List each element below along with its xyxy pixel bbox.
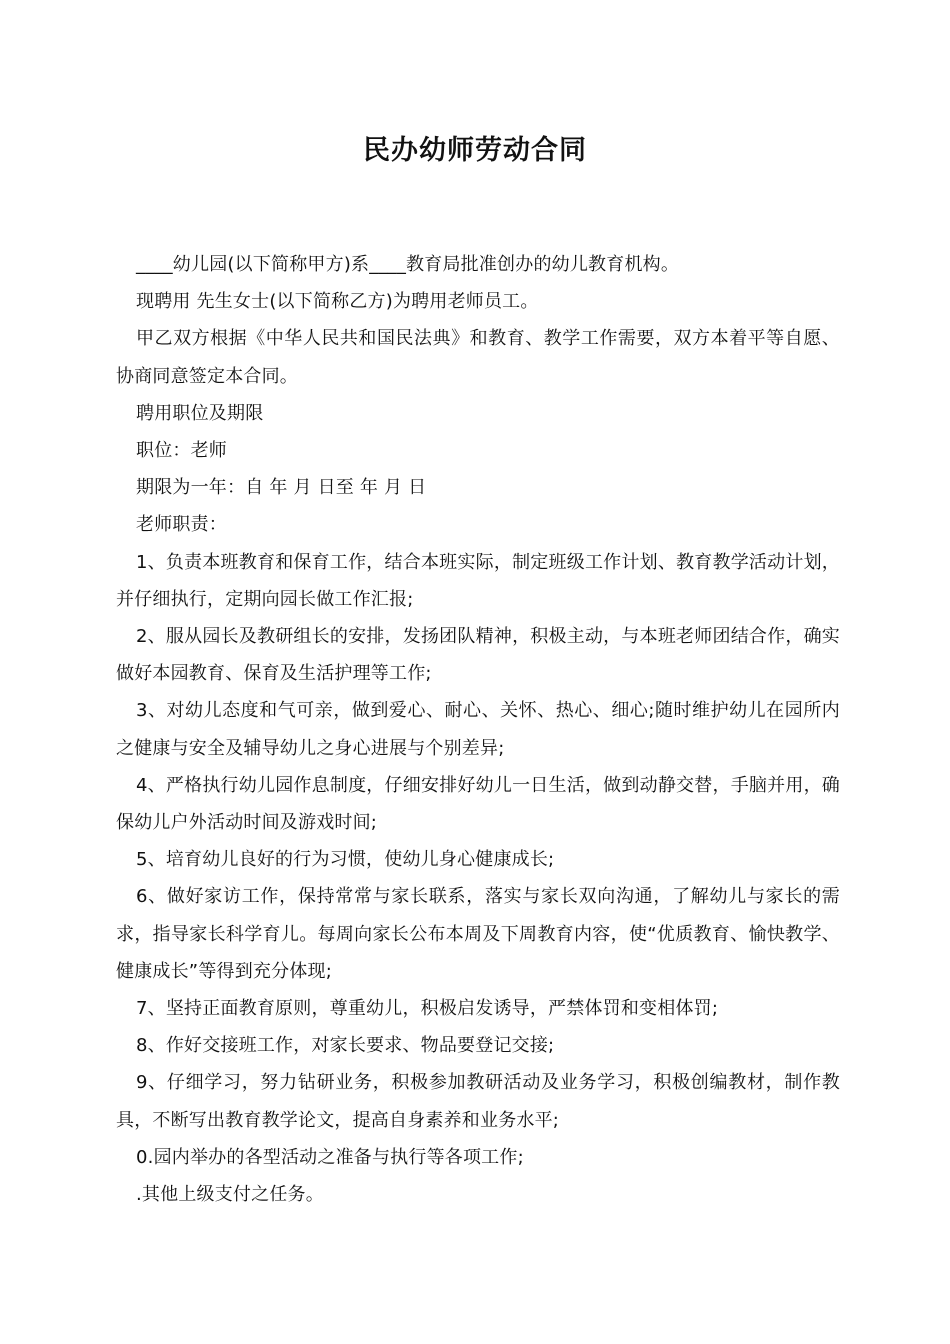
document-body — [116, 246, 840, 1213]
paragraph-position: 职位：老师 — [136, 440, 227, 462]
section-heading-duties: 老师职责： — [136, 514, 227, 536]
duty-item: 2、服从园长及教研组长的安排，发扬团队精神，积极主动，与本班老师团结合作，确实做好本园教育、保育及生活护理等工作; — [116, 626, 840, 685]
paragraph-intro-kindergarten: ____幼儿园(以下简称甲方)系____教育局批准创办的幼儿教育机构。 — [136, 254, 680, 275]
duty-item: 3、对幼儿态度和气可亲，做到爱心、耐心、关怀、热心、细心;随时维护幼儿在园所内之健康与安全及辅导幼儿之身心进展与个别差异; — [116, 700, 840, 759]
duty-item: .其他上级支付之任务。 — [136, 1184, 324, 1206]
duty-item: 7、坚持正面教育原则，尊重幼儿，积极启发诱导，严禁体罚和变相体罚; — [136, 998, 719, 1020]
paragraph-term: 期限为一年：自 年 月 日至 年 月 日 — [136, 477, 427, 499]
duty-item: 0.园内举办的各型活动之准备与执行等各项工作; — [136, 1146, 524, 1168]
document-title: 民办幼师劳动合同 — [363, 135, 587, 166]
duty-item: 9、仔细学习，努力钻研业务，积极参加教研活动及业务学习，积极创编教材，制作教具，不断写出教育教学论文，提高自身素养和业务水平; — [116, 1072, 840, 1131]
duty-item: 1、负责本班教育和保育工作，结合本班实际，制定班级工作计划、教育教学活动计划，并仔细执行，定期向园长做工作汇报; — [116, 551, 840, 610]
duty-item: 4、严格执行幼儿园作息制度，仔细安排好幼儿一日生活，做到动静交替，手脑并用，确保幼儿户外活动时间及游戏时间; — [116, 774, 840, 834]
duty-item: 8、作好交接班工作，对家长要求、物品要登记交接; — [136, 1035, 555, 1057]
paragraph-hire-statement: 现聘用 先生女士(以下简称乙方)为聘用老师员工。 — [136, 291, 539, 313]
paragraph-agreement-basis: 甲乙双方根据《中华人民共和国民法典》和教育、教学工作需要，双方本着平等自愿、协商同意签定本合同。 — [116, 328, 840, 387]
section-heading-position-term: 聘用职位及期限 — [136, 402, 264, 424]
duty-item: 5、培育幼儿良好的行为习惯，使幼儿身心健康成长; — [136, 849, 555, 871]
duty-item: 6、做好家访工作，保持常常与家长联系，落实与家长双向沟通，了解幼儿与家长的需求，指导家长科学育儿。每周向家长公布本周及下周教育内容，使“优质教育、愉快教学、健康成长”等得到充分体现; — [116, 886, 840, 982]
